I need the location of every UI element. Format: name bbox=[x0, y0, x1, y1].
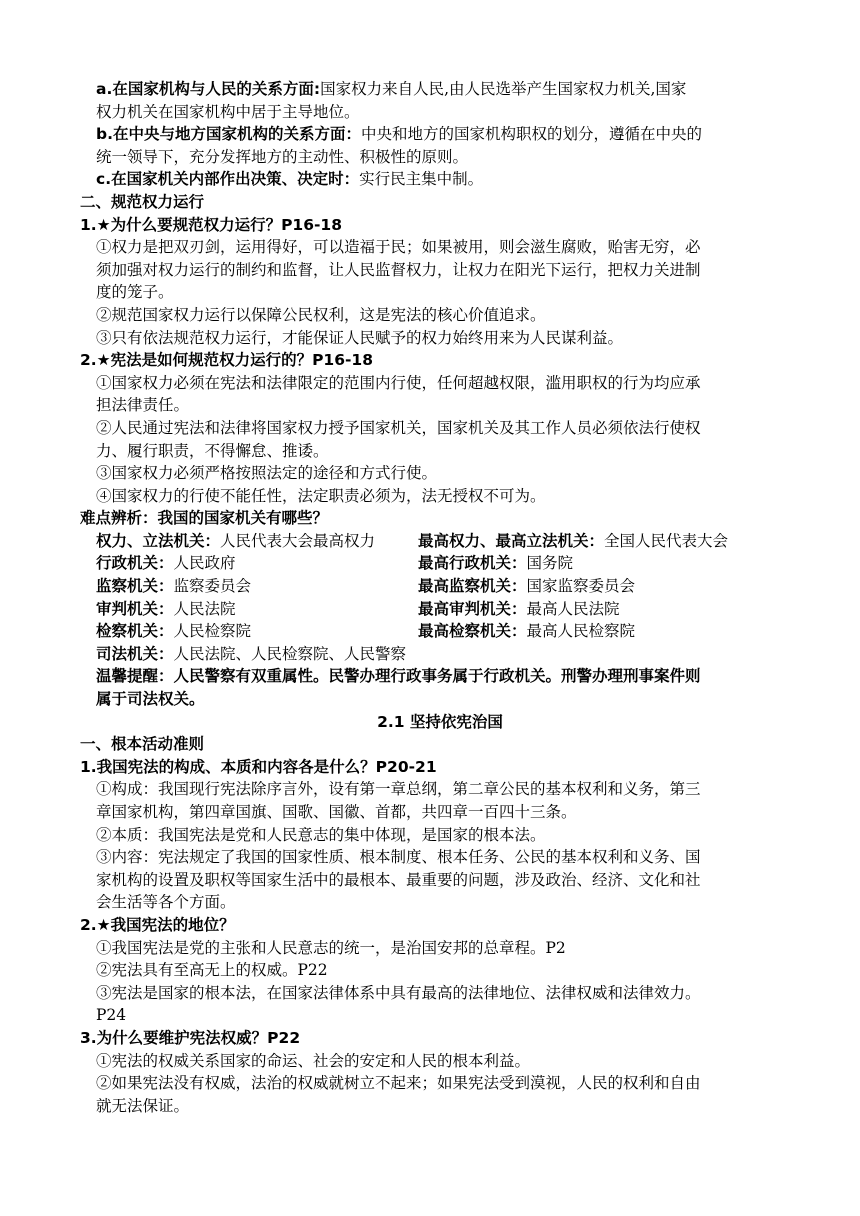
text-b2: 统一领导下，充分发挥地方的主动性、积极性的原则。 bbox=[96, 147, 469, 166]
q3-answer-3a: ③内容：宪法规定了我国的国家性质、根本制度、根本任务、公民的基本权利和义务、国 bbox=[96, 848, 701, 867]
q3-answer-1b: 章国家机构，第四章国旗、国歌、国徽、首都，共四章一百四十三条。 bbox=[96, 803, 577, 821]
organ-value: 最高人民法院 bbox=[526, 599, 620, 618]
judicial-value: 人民法院、人民检察院、人民警察 bbox=[173, 644, 407, 663]
text-b1: 中央和地方的国家机构职权的划分，遵循在中央的 bbox=[361, 125, 703, 144]
label-b: b.在中央与地方国家机构的关系方面： bbox=[96, 125, 361, 144]
organ-value: 监察委员会 bbox=[173, 577, 252, 596]
question-4: 2.★我国宪法的地位？ bbox=[80, 915, 235, 934]
organ-value: 人民代表大会最高权力 bbox=[220, 531, 376, 550]
organ-value: 国家监察委员会 bbox=[526, 577, 636, 596]
label-c: c.在国家机关内部作出决策、决定时： bbox=[96, 170, 360, 189]
text-a1: 国家权力来自人民,由人民选举产生国家权力机关,国家 bbox=[320, 80, 687, 98]
question-2: 2.★宪法是如何规范权力运行的？P16-18 bbox=[80, 351, 374, 370]
q1-answer-1c: 度的笼子。 bbox=[96, 283, 174, 302]
question-3: 1.我国宪法的构成、本质和内容各是什么？P20-21 bbox=[80, 757, 437, 776]
q2-answer-2a: ②人民通过宪法和法律将国家权力授予国家机关，国家机关及其工作人员必须依法行使权 bbox=[96, 418, 701, 437]
q2-answer-1a: ①国家权力必须在宪法和法律限定的范围内行使，任何超越权限，滥用职权的行为均应承 bbox=[96, 373, 701, 392]
organ-label: 最高监察机关： bbox=[418, 577, 527, 596]
organ-right-0 bbox=[418, 530, 798, 553]
q3-answer-1a: ①构成：我国现行宪法除序言外，设有第一章总纲，第二章公民的基本权利和义务，第三 bbox=[96, 780, 701, 799]
q4-answer-3b: P24 bbox=[96, 1006, 127, 1025]
organ-value: 国务院 bbox=[526, 554, 574, 573]
organ-right-4 bbox=[418, 620, 798, 643]
q1-answer-1b: 须加强对权力运行的制约和监督，让人民监督权力，让权力在阳光下运行，把权力关进制 bbox=[96, 260, 701, 279]
q2-answer-3: ③国家权力必须严格按照法定的途径和方式行使。 bbox=[96, 464, 438, 483]
q4-answer-3a: ③宪法是国家的根本法，在国家法律体系中具有最高的法律地位、法律权威和法律效力。 bbox=[96, 983, 701, 1002]
organ-right-2 bbox=[418, 575, 798, 598]
organ-label: 检察机关： bbox=[96, 622, 174, 641]
organ-label: 最高行政机关： bbox=[418, 554, 527, 573]
question-5: 3.为什么要维护宪法权威？P22 bbox=[80, 1028, 301, 1047]
organ-value: 全国人民代表大会 bbox=[604, 531, 729, 550]
q2-answer-4: ④国家权力的行使不能任性，法定职责必须为，法无授权不可为。 bbox=[96, 486, 546, 505]
organ-label: 审判机关： bbox=[96, 599, 174, 618]
organ-label: 最高审判机关： bbox=[418, 599, 527, 618]
organ-value: 最高人民检察院 bbox=[526, 622, 636, 641]
judicial-label: 司法机关： bbox=[96, 644, 174, 663]
section-title: 2.1 坚持依宪治国 bbox=[377, 712, 503, 731]
paragraph-b bbox=[80, 123, 800, 146]
question-1: 1.★为什么要规范权力运行？P16-18 bbox=[80, 215, 343, 234]
organ-right-1 bbox=[418, 552, 798, 575]
label-a: a.在国家机构与人民的关系方面: bbox=[96, 80, 321, 98]
q1-answer-1a: ①权力是把双刃剑，运用得好，可以造福于民；如果被用，则会滋生腐败，贻害无穷，必 bbox=[96, 238, 701, 257]
organ-value: 人民政府 bbox=[173, 554, 236, 573]
organ-left-1 bbox=[96, 552, 418, 575]
organ-right-3 bbox=[418, 598, 798, 621]
organs-table bbox=[80, 530, 800, 643]
organ-value: 人民法院 bbox=[173, 599, 236, 618]
organ-left-2 bbox=[96, 575, 418, 598]
q3-answer-3c: 会生活等各个方面。 bbox=[96, 893, 236, 912]
tip-line-1: 温馨提醒：人民警察有双重属性。民警办理行政事务属于行政机关。刑警办理刑事案件则 bbox=[96, 667, 701, 686]
q3-answer-3b: 家机构的设置及职权等国家生活中的最根本、最重要的问题，涉及政治、经济、文化和社 bbox=[96, 870, 701, 889]
text-c: 实行民主集中制。 bbox=[359, 170, 484, 189]
judicial-organs bbox=[80, 643, 800, 666]
heading-regulate-power: 二、规范权力运行 bbox=[80, 192, 205, 211]
text-a2: 权力机关在国家机构中居于主导地位。 bbox=[96, 102, 360, 121]
organ-label: 最高检察机关： bbox=[418, 622, 527, 641]
organ-label: 行政机关： bbox=[96, 554, 174, 573]
q3-answer-2: ②本质：我国宪法是党和人民意志的集中体现，是国家的根本法。 bbox=[96, 825, 546, 844]
organ-label: 权力、立法机关： bbox=[96, 531, 221, 550]
paragraph-c bbox=[80, 168, 800, 191]
organ-label: 监察机关： bbox=[96, 577, 174, 596]
organ-left-3 bbox=[96, 598, 418, 621]
q4-answer-1: ①我国宪法是党的主张和人民意志的统一，是治国安邦的总章程。P2 bbox=[96, 938, 566, 957]
difficulty-heading: 难点辨析：我国的国家机关有哪些？ bbox=[80, 509, 329, 528]
q2-answer-1b: 担法律责任。 bbox=[96, 396, 190, 415]
q2-answer-2b: 力、履行职责，不得懈怠、推诿。 bbox=[96, 441, 329, 460]
q5-answer-2b: 就无法保证。 bbox=[96, 1096, 190, 1115]
paragraph-a bbox=[80, 78, 800, 101]
q1-answer-2: ②规范国家权力运行以保障公民权利，这是宪法的核心价值追求。 bbox=[96, 305, 546, 324]
tip-line-2: 属于司法权关。 bbox=[96, 690, 205, 709]
q5-answer-1: ①宪法的权威关系国家的命运、社会的安定和人民的根本利益。 bbox=[96, 1051, 531, 1070]
organ-label: 最高权力、最高立法机关： bbox=[418, 531, 605, 550]
q5-answer-2a: ②如果宪法没有权威，法治的权威就树立不起来；如果宪法受到漠视，人民的权利和自由 bbox=[96, 1074, 701, 1093]
organ-left-4 bbox=[96, 620, 418, 643]
organ-left-0 bbox=[96, 530, 418, 553]
q1-answer-3: ③只有依法规范权力运行，才能保证人民赋予的权力始终用来为人民谋利益。 bbox=[96, 328, 624, 347]
q4-answer-2: ②宪法具有至高无上的权威。P22 bbox=[96, 961, 328, 980]
heading-basic-rule: 一、根本活动准则 bbox=[80, 735, 205, 754]
organ-value: 人民检察院 bbox=[173, 622, 252, 641]
